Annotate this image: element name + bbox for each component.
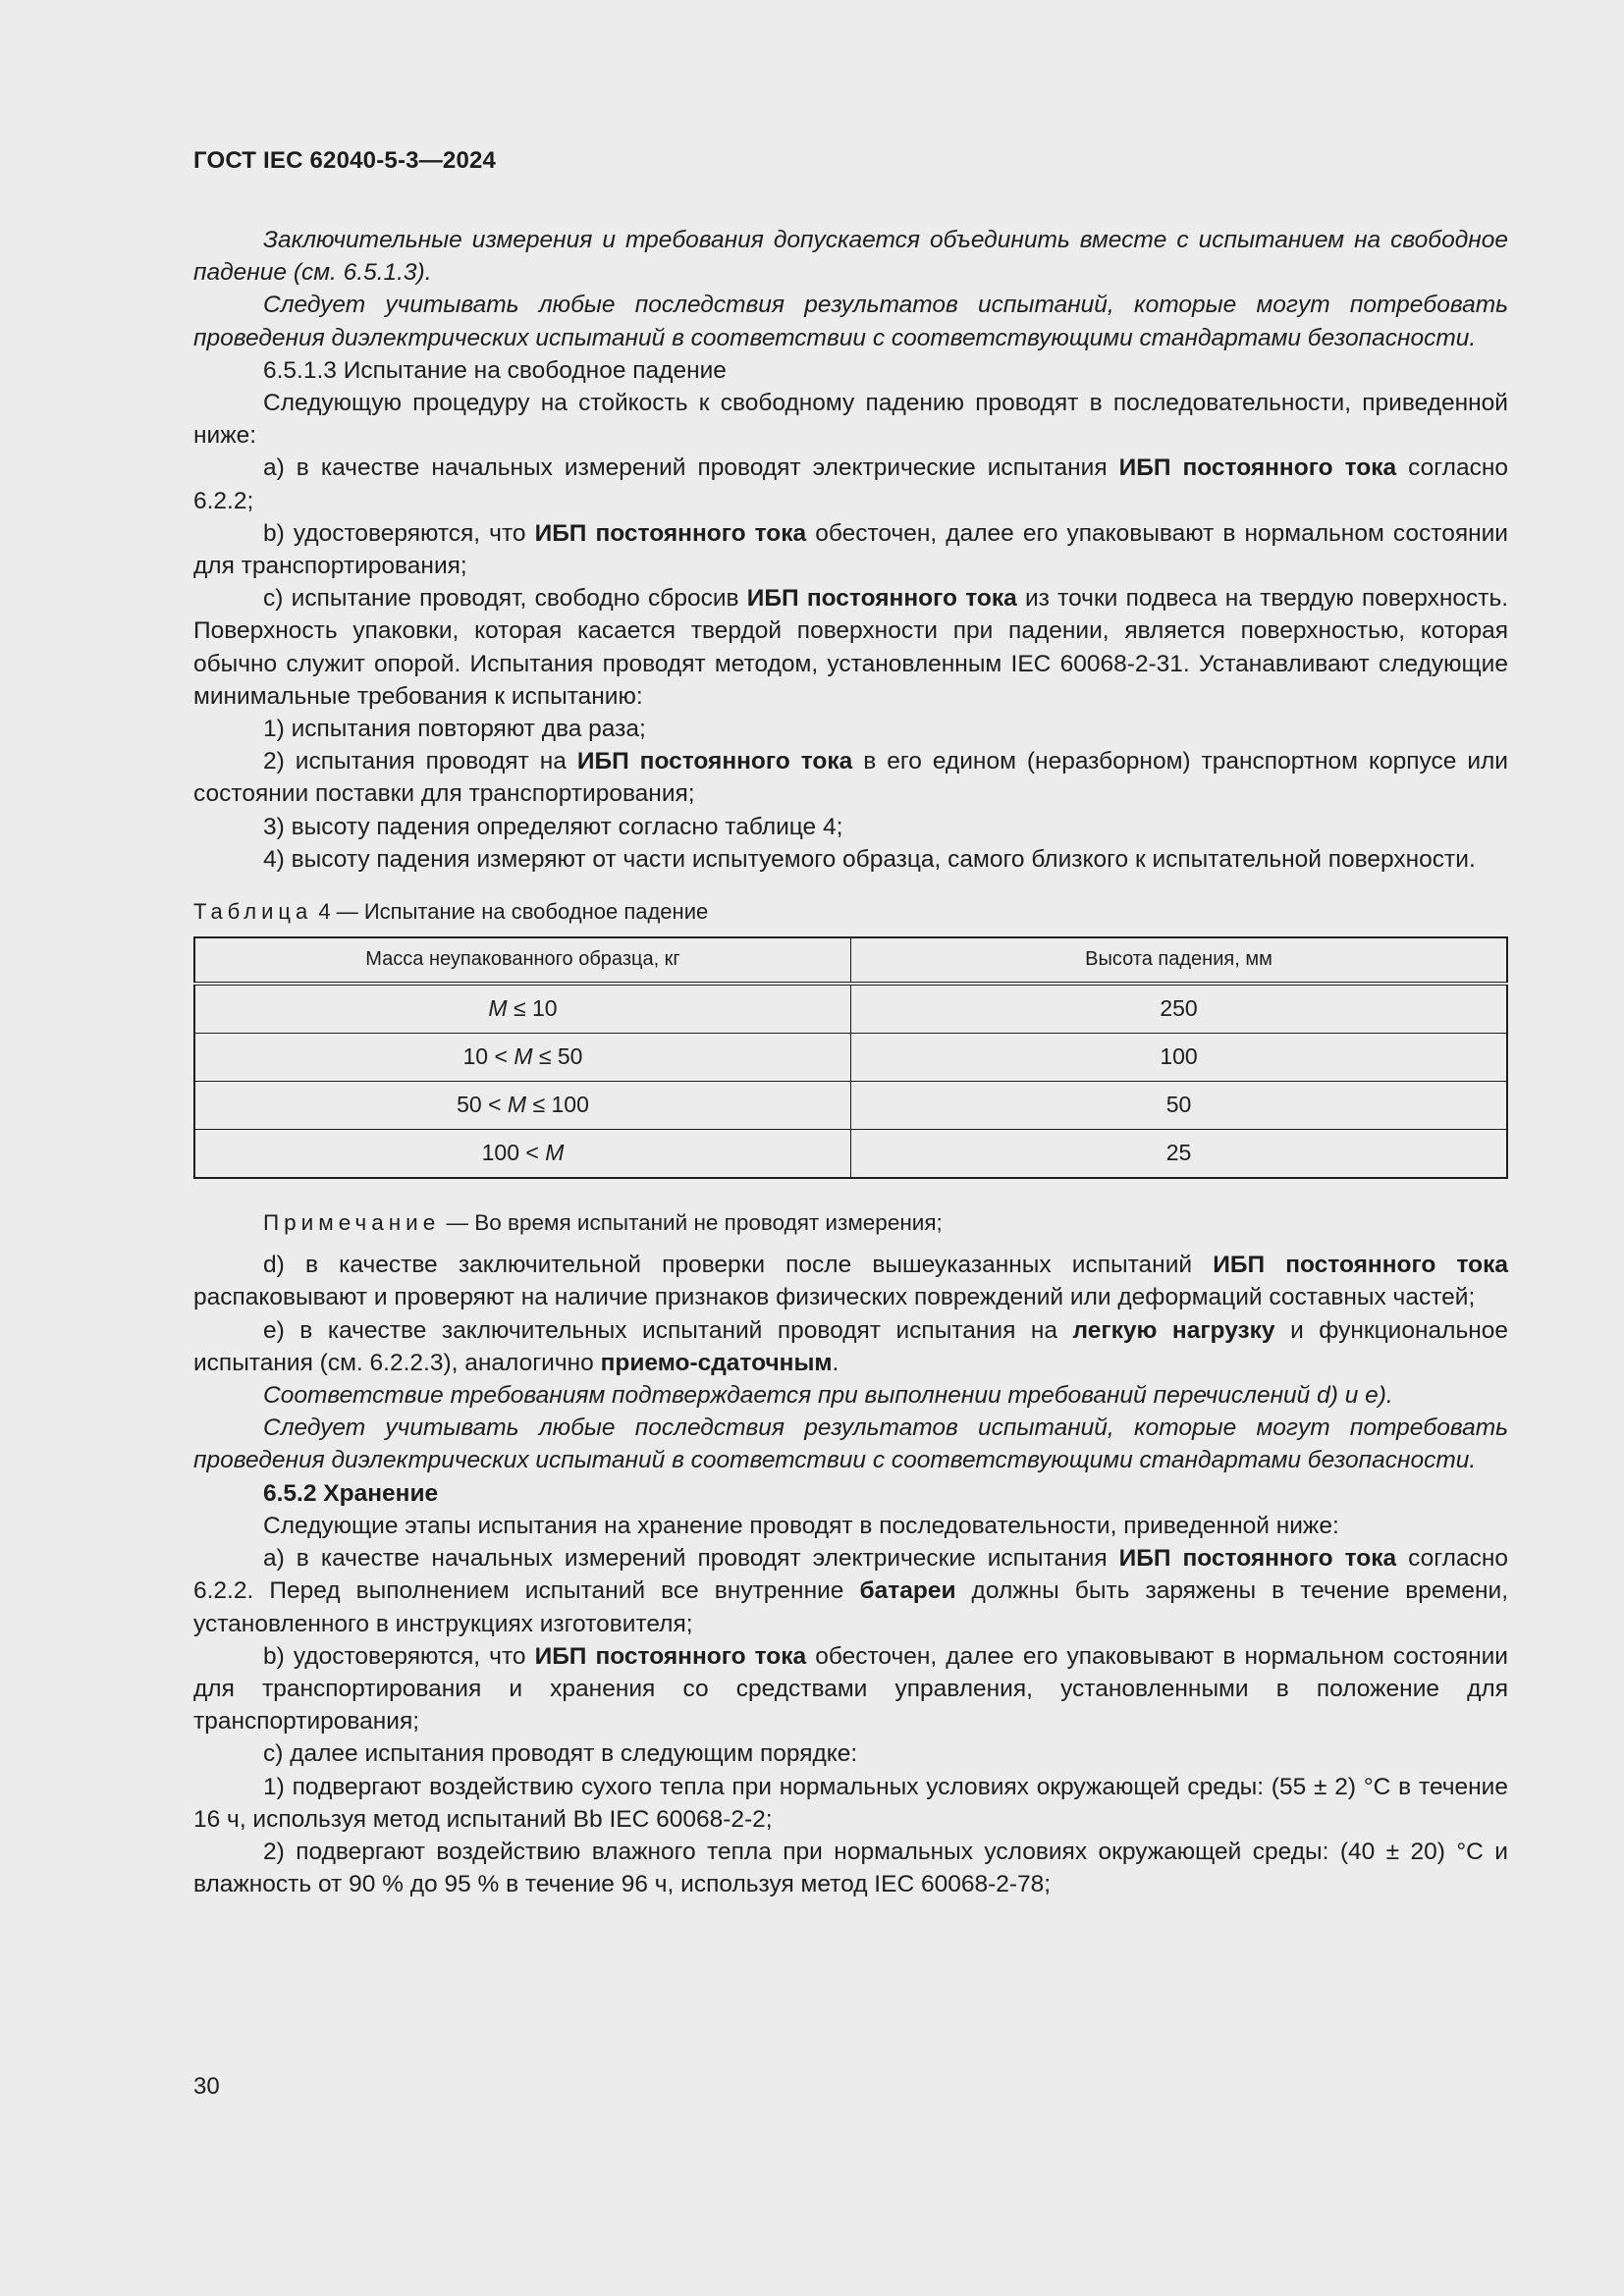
text-run: 3) высоту падения определяют согласно таблице 4; bbox=[263, 813, 843, 840]
paragraphs-top bbox=[193, 224, 1508, 876]
note-text: — Во время испытаний не проводят измерения; bbox=[440, 1210, 943, 1236]
bold-term: приемо-сдаточным bbox=[600, 1349, 833, 1376]
paragraph bbox=[193, 1836, 1508, 1900]
cell-mass: 100 < M bbox=[194, 1130, 851, 1179]
bold-term: ИБП постоянного тока bbox=[1213, 1252, 1509, 1279]
bold-term: ИБП постоянного тока bbox=[746, 585, 1017, 613]
paragraph bbox=[193, 745, 1508, 810]
col-header-height: Высота падения, мм bbox=[851, 937, 1508, 984]
text-run: . bbox=[832, 1349, 839, 1376]
text-run: в его едином (неразборном) транспортном корпусе или состоянии поставки для транспортирования; bbox=[193, 748, 1508, 808]
text-run: обесточен, далее его упаковывают в нормальном состоянии для транспортирования; bbox=[193, 519, 1508, 580]
cell-mass: 10 < M ≤ 50 bbox=[194, 1034, 851, 1082]
text-run: 2) подвергают воздействию влажного тепла при нормальных условиях окружающей среды: (40 ± 20) °С и влажность от 90 % до 95 % в течение 96 ч, используя метод IEC 60068-2-78; bbox=[193, 1838, 1508, 1898]
document-body bbox=[193, 224, 1508, 1900]
text-run: 1) испытания повторяют два раза; bbox=[263, 716, 646, 743]
table-header-row bbox=[194, 937, 1507, 984]
text-run: d) в качестве заключительной проверки после вышеуказанных испытаний bbox=[263, 1252, 1214, 1279]
text-run: согласно 6.2.2. Перед выполнением испытаний все внутренние bbox=[193, 1545, 1509, 1605]
bold-term: ИБП постоянного тока bbox=[534, 1642, 807, 1670]
cell-height: 50 bbox=[851, 1082, 1508, 1130]
table-row bbox=[194, 984, 1507, 1034]
table-row bbox=[194, 1082, 1507, 1130]
table-caption-label: Таблица bbox=[193, 899, 313, 925]
paragraph bbox=[193, 811, 1508, 843]
text-run: Следует учитывать любые последствия результатов испытаний, которые могут потребовать проведения диэлектрических испытаний в соответствии с соответствующими стандартами безопасности. bbox=[193, 1415, 1508, 1474]
paragraph bbox=[193, 1640, 1508, 1738]
paragraph bbox=[193, 224, 1508, 289]
note-label: Примечание bbox=[263, 1210, 441, 1236]
paragraph bbox=[193, 387, 1508, 452]
cell-height: 250 bbox=[851, 984, 1508, 1034]
text-run: c) испытание проводят, свободно сбросив bbox=[263, 585, 747, 613]
cell-mass: M ≤ 10 bbox=[194, 984, 851, 1034]
paragraph bbox=[193, 582, 1508, 713]
paragraph bbox=[193, 843, 1508, 876]
paragraph bbox=[193, 517, 1508, 582]
table-note bbox=[193, 1206, 1508, 1239]
bold-term: ИБП постоянного тока bbox=[534, 519, 807, 547]
paragraph bbox=[193, 1249, 1508, 1313]
text-run: согласно 6.2.2; bbox=[193, 454, 1509, 514]
table-row bbox=[194, 1034, 1507, 1082]
text-run: обесточен, далее его упаковывают в нормальном состоянии для транспортирования и хранения со средствами управления, установленными в положение для транспортирования; bbox=[193, 1642, 1508, 1735]
text-run: c) далее испытания проводят в следующим порядке: bbox=[263, 1740, 858, 1768]
paragraph bbox=[193, 1314, 1508, 1379]
text-run: a) в качестве начальных измерений проводят электрические испытания bbox=[263, 454, 1119, 482]
paragraph bbox=[193, 452, 1508, 516]
paragraph bbox=[193, 289, 1508, 353]
text-run: 4) высоту падения измеряют от части испытуемого образца, самого близкого к испытательной поверхности. bbox=[263, 845, 1476, 873]
text-run: 6.5.1.3 Испытание на свободное падение bbox=[263, 356, 727, 384]
bold-term: ИБП постоянного тока bbox=[1118, 1545, 1397, 1573]
text-run: 6.5.2 Хранение bbox=[263, 1479, 439, 1507]
paragraph bbox=[193, 1737, 1508, 1770]
cell-mass: 50 < M ≤ 100 bbox=[194, 1082, 851, 1130]
page-number: 30 bbox=[193, 2073, 220, 2100]
col-header-mass: Масса неупакованного образца, кг bbox=[194, 937, 851, 984]
text-run: a) в качестве начальных измерений проводят электрические испытания bbox=[263, 1545, 1119, 1573]
table-caption bbox=[193, 897, 1508, 927]
paragraph bbox=[193, 1379, 1508, 1412]
text-run: Следующую процедуру на стойкость к свободному падению проводят в последовательности, приведенной ниже: bbox=[193, 390, 1508, 450]
paragraph bbox=[193, 1771, 1508, 1836]
paragraph bbox=[193, 1542, 1508, 1640]
text-run: e) в качестве заключительных испытаний проводят испытания на bbox=[263, 1316, 1073, 1344]
text-run: должны быть заряжены в течение времени, установленного в инструкциях изготовителя; bbox=[193, 1577, 1509, 1637]
paragraph bbox=[193, 713, 1508, 745]
document-header: ГОСТ IEC 62040-5-3—2024 bbox=[193, 147, 497, 174]
drop-height-table bbox=[193, 936, 1508, 1179]
text-run: Следует учитывать любые последствия результатов испытаний, которые могут потребовать проведения диэлектрических испытаний в соответствии с соответствующими стандартами безопасности. bbox=[193, 292, 1508, 351]
text-run: 2) испытания проводят на bbox=[263, 748, 577, 775]
text-run: b) удостоверяются, что bbox=[263, 1642, 535, 1670]
section-heading bbox=[193, 1477, 1508, 1510]
bold-term: ИБП постоянного тока bbox=[1118, 454, 1397, 482]
cell-height: 25 bbox=[851, 1130, 1508, 1179]
paragraph bbox=[193, 1412, 1508, 1476]
paragraphs-bottom bbox=[193, 1249, 1508, 1900]
cell-height: 100 bbox=[851, 1034, 1508, 1082]
bold-term: ИБП постоянного тока bbox=[576, 748, 853, 775]
text-run: из точки подвеса на твердую поверхность. Поверхность упаковки, которая касается твердой поверхности при падении, является поверхностью, которая обычно служит опорой. Испытания проводят методом, установленным IEC 60068-2-31. Устанавливают следующие минимальные требования к испытанию: bbox=[193, 585, 1509, 710]
text-run: Заключительные измерения и требования допускается объединить вместе с испытанием на свободное падение (см. 6.5.1.3). bbox=[193, 227, 1508, 287]
text-run: 1) подвергают воздействию сухого тепла при нормальных условиях окружающей среды: (55 ± 2) °С в течение 16 ч, используя метод испытаний Bb IEC 60068-2-2; bbox=[193, 1773, 1508, 1833]
bold-term: батареи bbox=[859, 1577, 956, 1605]
text-run: Следующие этапы испытания на хранение проводят в последовательности, приведенной ниже: bbox=[263, 1512, 1339, 1539]
text-run: b) удостоверяются, что bbox=[263, 519, 535, 547]
paragraph bbox=[193, 1510, 1508, 1542]
table-caption-title: 4 — Испытание на свободное падение bbox=[312, 899, 709, 925]
text-run: Соответствие требованиям подтверждается при выполнении требований перечислений d) и e). bbox=[263, 1382, 1393, 1410]
bold-term: легкую нагрузку bbox=[1072, 1316, 1275, 1344]
paragraph bbox=[193, 354, 1508, 387]
table-row bbox=[194, 1130, 1507, 1179]
text-run: и функциональное испытания (см. 6.2.2.3), аналогично bbox=[193, 1316, 1508, 1376]
text-run: распаковывают и проверяют на наличие признаков физических повреждений или деформаций составных частей; bbox=[193, 1284, 1476, 1311]
